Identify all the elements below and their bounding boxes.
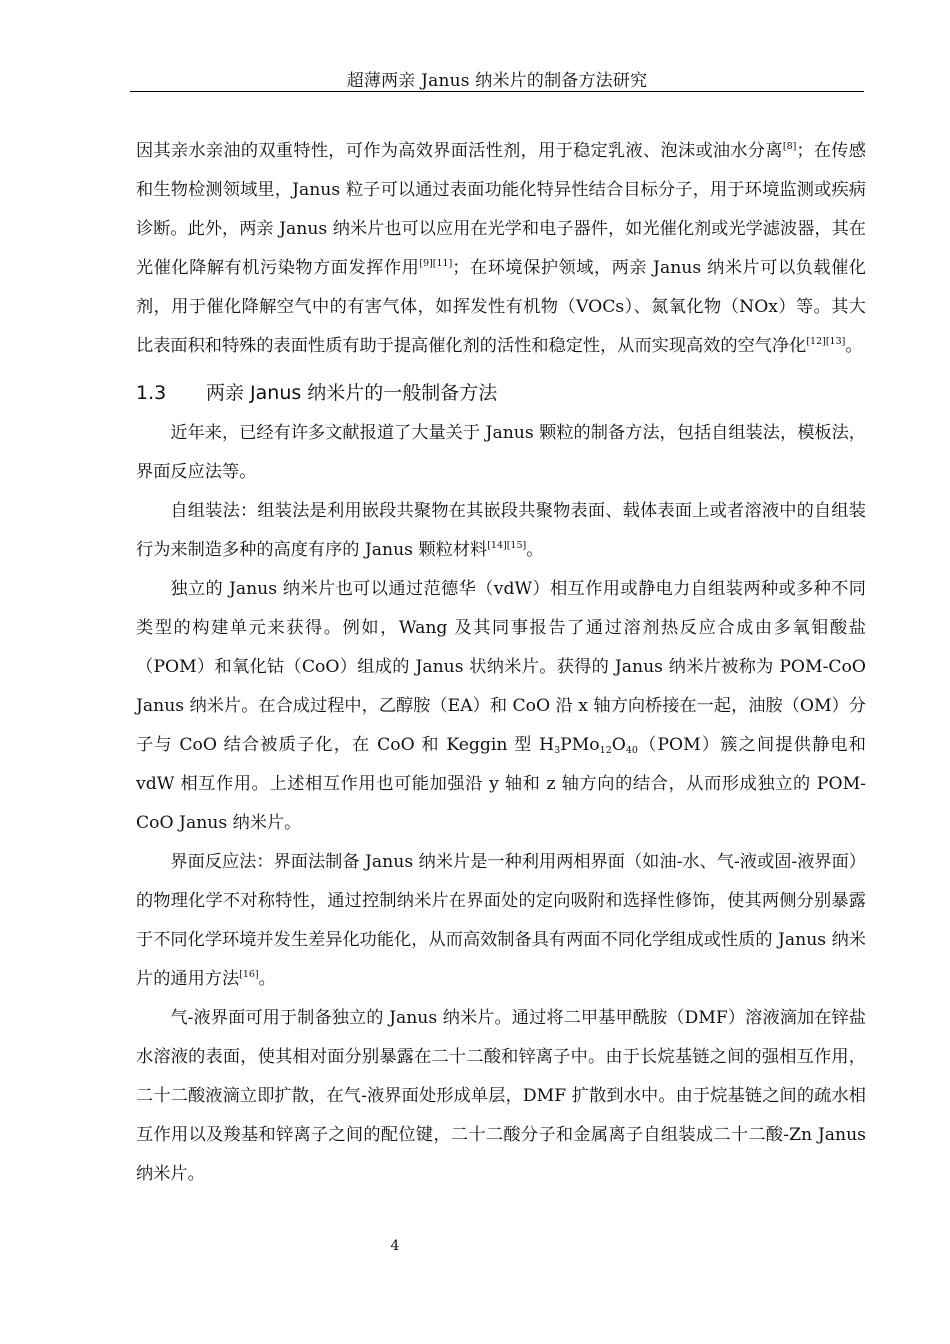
text-run: 界面反应法：界面法制备 Janus 纳米片是一种利用两相界面（如油-水、气-液或固-液界面）的物理化学不对称特性，通过控制纳米片在界面处的定向吸附和选择性修饰，使其两侧分别暴露于不同化学环境并发生差异化功能化，从而高效制备具有两面不同化学组成或性质的 Janus 纳米片的通用方法 [136,852,866,989]
section-title: 两亲 Janus 纳米片的一般制备方法 [206,382,498,404]
text-run: 自组装法：组装法是利用嵌段共聚物在其嵌段共聚物表面、载体表面上或者溶液中的自组装行为来制造多种的高度有序的 Janus 颗粒材料 [136,501,866,560]
text-run: 独立的 Janus 纳米片也可以通过范德华（vdW）相互作用或静电力自组装两种或多种不同类型的构建单元来获得。例如，Wang 及其同事报告了通过溶剂热反应合成由多氧钼酸盐（POM）和氧化钴（CoO）组成的 Janus 状纳米片。获得的 Janus 纳米片被称为 POM-CoO Janus 纳米片。在合成过程中，乙醇胺（EA）和 CoO 沿 x 轴方向桥接在一起，油胺（OM）分子与 CoO 结合被质子化，在 CoO 和 Keggin 型 H [136,579,866,755]
paragraph-self-assembly [136,492,866,570]
text-run: 。 [526,540,544,560]
text-run: ；在传感和生物检测领域里，Janus 粒子可以通过表面功能化特异性结合目标分子，用于环境监测或疾病诊断。此外，两亲 Janus 纳米片也可以应用在光学和电子器件，如光催化剂或光学滤波器，其在光催化降解有机污染物方面发挥作用 [136,141,866,278]
running-header: 超薄两亲 Janus 纳米片的制备方法研究 [346,71,648,91]
citation: [14][15] [487,540,527,551]
paragraph-gas-liquid: 气-液界面可用于制备独立的 Janus 纳米片。通过将二甲基甲酰胺（DMF）溶液滴加在锌盐水溶液的表面，使其相对面分别暴露在二十二酸和锌离子中。由于长烷基链之间的强相互作用，二十二酸液滴立即扩散，在气-液界面处形成单层，DMF 扩散到水中。由于烷基链之间的疏水相互作用以及羧基和锌离子之间的配位键，二十二酸分子和金属离子自组装成二十二酸-Zn Janus 纳米片。 [136,1008,866,1184]
subscript: 40 [625,745,638,756]
text-run: 。 [258,969,276,989]
citation: [8] [782,141,797,152]
header-divider [130,91,864,92]
citation: [12][13] [806,336,846,347]
subscript: 12 [599,745,612,756]
subscript: 3 [554,745,561,756]
text-run: PMo [560,735,600,755]
text-run: 。 [845,336,863,356]
paragraph-overview: 近年来，已经有许多文献报道了大量关于 Janus 颗粒的制备方法，包括自组装法，模板法，界面反应法等。 [136,423,866,482]
citation: [9][11] [419,258,453,269]
citation: [16] [239,969,259,980]
page-number: 4 [390,1238,400,1254]
text-run: 因其亲水亲油的双重特性，可作为高效界面活性剂，用于稳定乳液、泡沫或油水分离 [136,141,783,161]
section-number: 1.3 [136,382,167,404]
paragraph-pom-coo [136,570,866,843]
paragraph-interface-method [136,843,866,999]
text-run: （POM）簇之间提供静电和 vdW 相互作用。上述相互作用也可能加强沿 y 轴和 z 轴方向的结合，从而形成独立的 POM-CoO Janus 纳米片。 [136,735,866,833]
section-heading [136,374,866,412]
page-body [136,132,866,1194]
paragraph-applications [136,132,866,366]
text-run: O [611,735,626,755]
text-run: ；在环境保护领域，两亲 Janus 纳米片可以负载催化剂，用于催化降解空气中的有害气体，如挥发性有机物（VOCs）、氮氧化物（NOx）等。其大比表面积和特殊的表面性质有助于提高催化剂的活性和稳定性，从而实现高效的空气净化 [136,258,866,356]
